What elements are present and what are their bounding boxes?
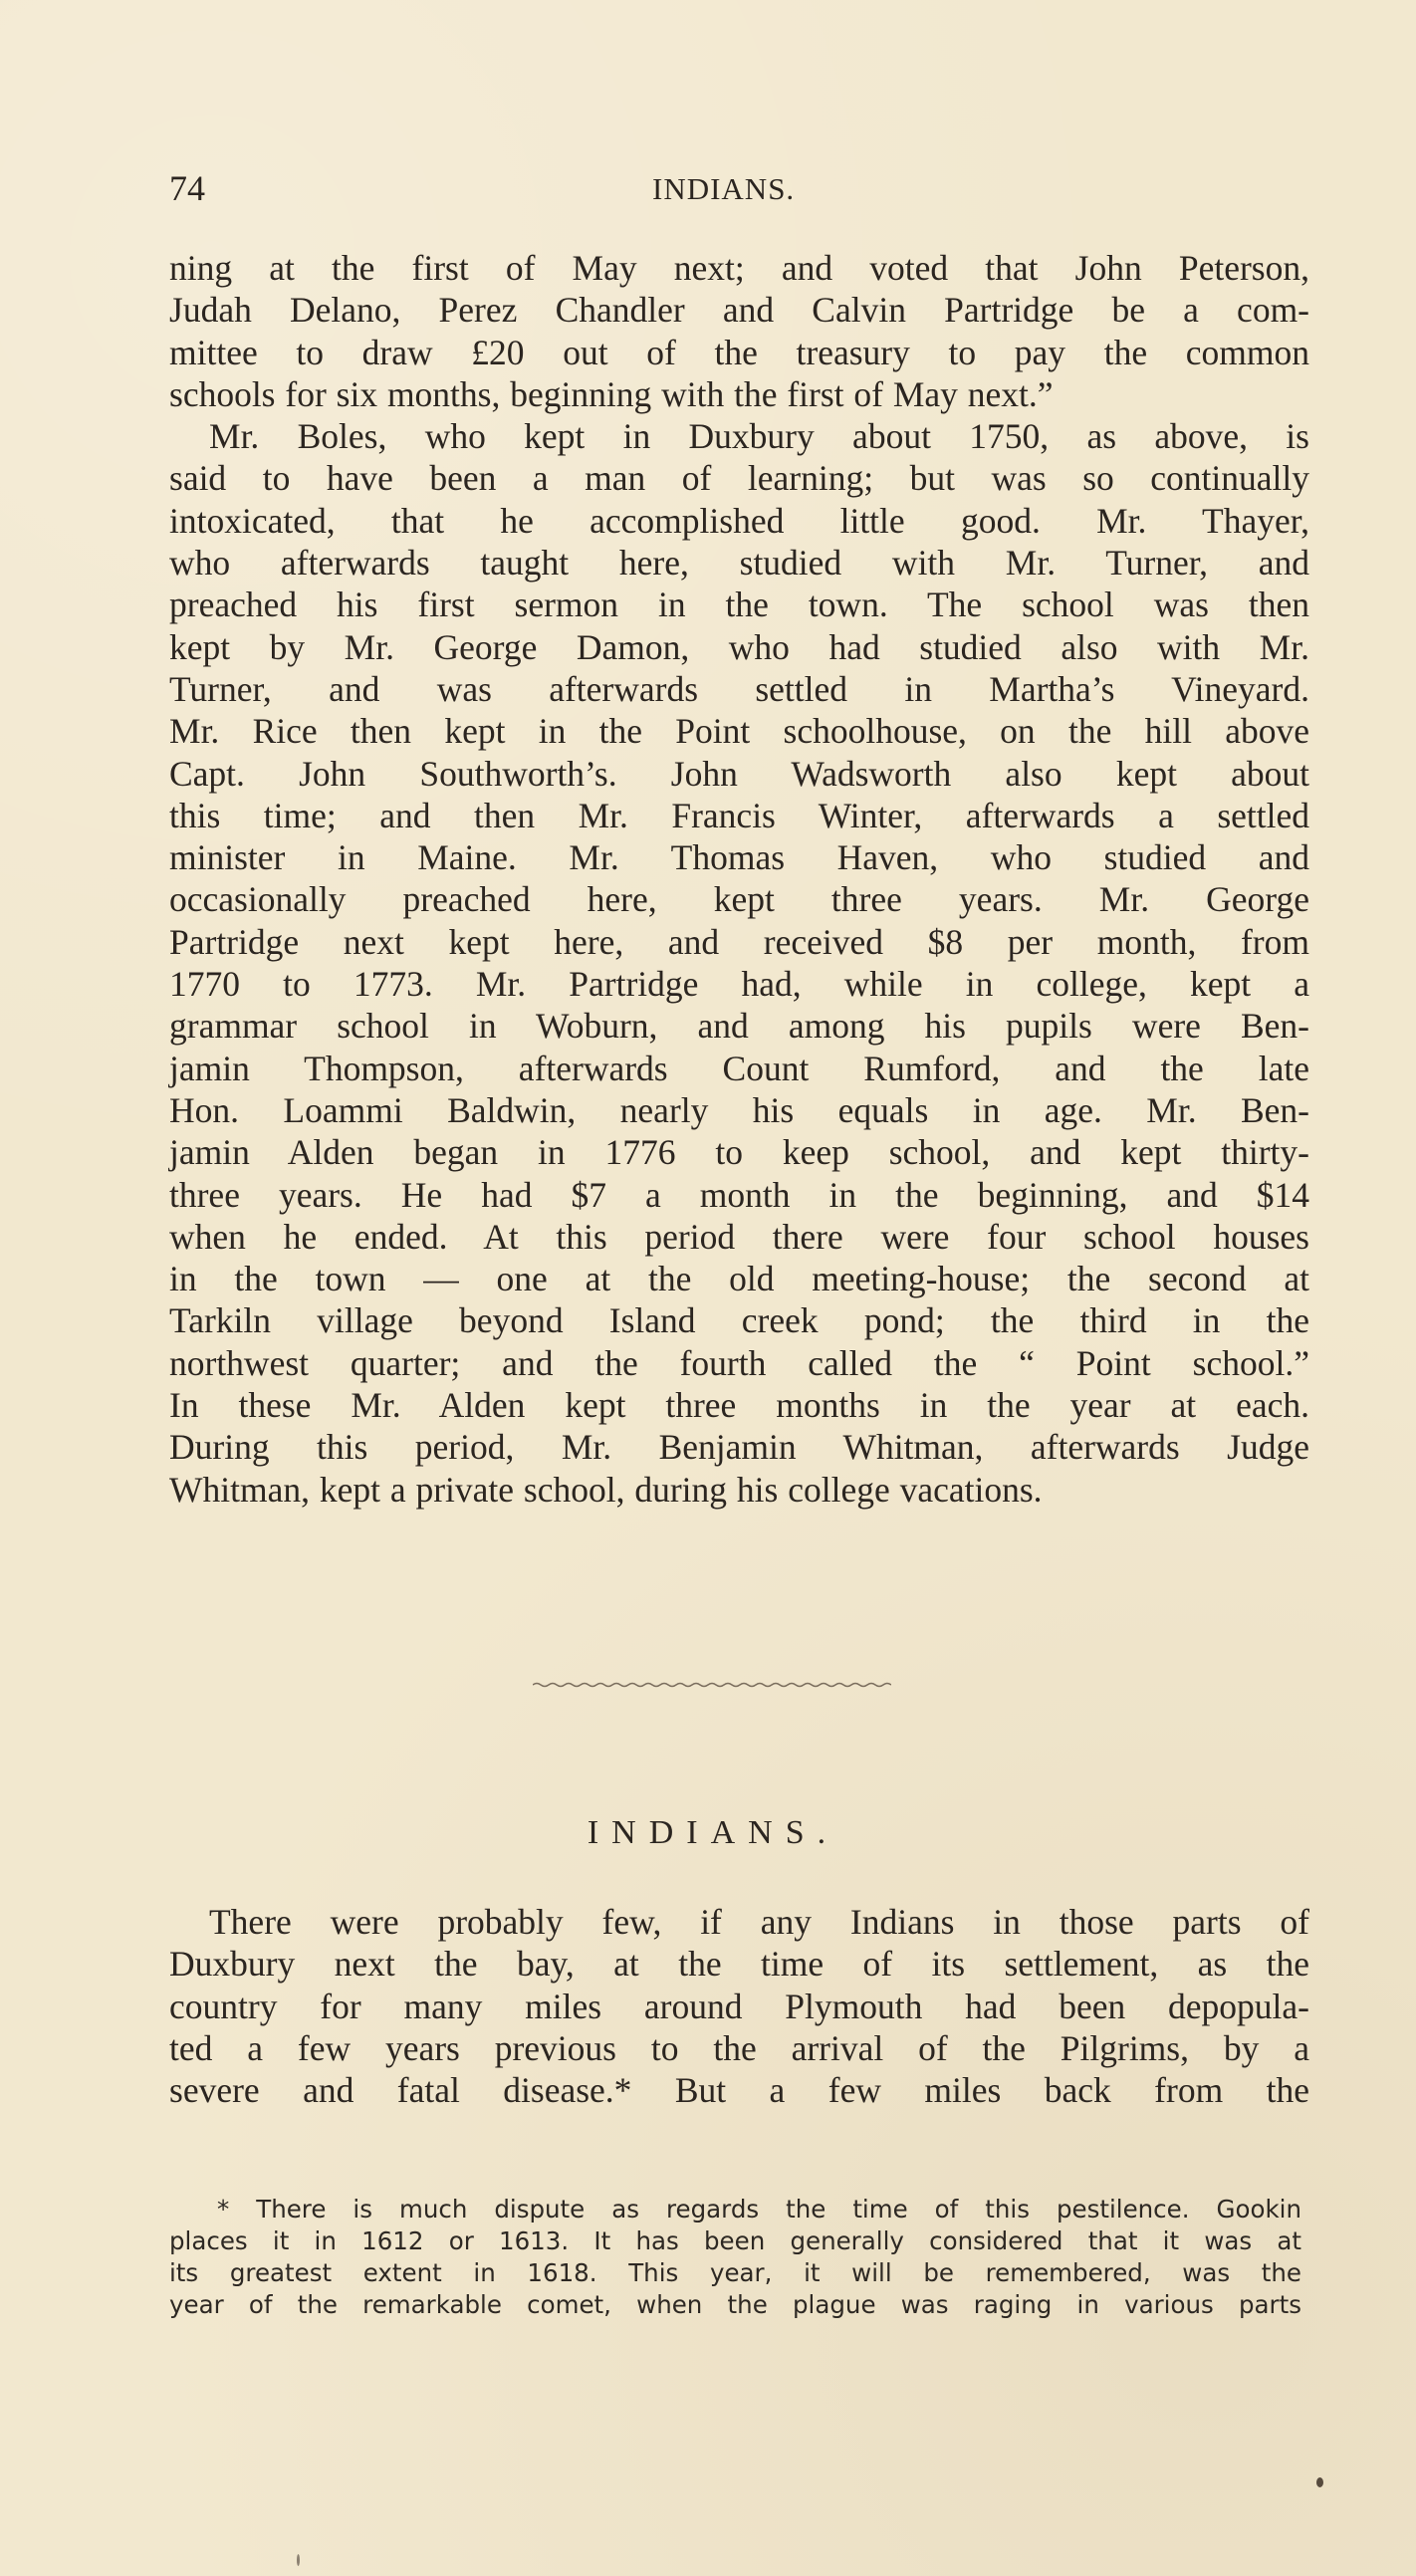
footnote-line: year of the remarkable comet, when the plague was raging in various parts — [169, 2290, 1301, 2319]
ornamental-divider — [533, 1680, 891, 1690]
text-line: jamin Thompson, afterwards Count Rumford, and the late — [169, 1048, 1309, 1088]
text-line: kept by Mr. George Damon, who had studied also with Mr. — [169, 626, 1309, 667]
text-line: intoxicated, that he accomplished little good. Mr. Thayer, — [169, 500, 1309, 541]
text-line: in the town — one at the old meeting-house; the second at — [169, 1259, 1309, 1299]
text-line: who afterwards taught here, studied with Mr. Turner, and — [169, 543, 1309, 584]
text-line: country for many miles around Plymouth had been depopula- — [169, 1986, 1309, 2026]
text-line: Duxbury next the bay, at the time of its settlement, as the — [169, 1944, 1309, 1985]
footnote-line: * There is much dispute as regards the time of this pestilence. Gookin — [217, 2195, 1301, 2224]
text-line: grammar school in Woburn, and among his pupils were Ben- — [169, 1006, 1309, 1047]
text-line: jamin Alden began in 1776 to keep school, and kept thirty- — [169, 1132, 1309, 1173]
footnote-line: places it in 1612 or 1613. It has been generally considered that it was at — [169, 2226, 1301, 2255]
text-line: said to have been a man of learning; but was so continually — [169, 458, 1309, 499]
section-title: INDIANS. — [587, 1814, 839, 1851]
text-line: mittee to draw £20 out of the treasury to pay the common — [169, 332, 1309, 372]
text-line: three years. He had $7 a month in the beginning, and $14 — [169, 1174, 1309, 1215]
text-line: ted a few years previous to the arrival of the Pilgrims, by a — [169, 2027, 1309, 2068]
page-header — [169, 167, 1309, 211]
text-line: There were probably few, if any Indians in those parts of — [209, 1902, 1309, 1942]
text-line: this time; and then Mr. Francis Winter, afterwards a settled — [169, 795, 1309, 835]
schools-text-block — [169, 247, 1309, 1511]
text-line: Hon. Loammi Baldwin, nearly his equals in age. Mr. Ben- — [169, 1089, 1309, 1130]
text-line: Tarkiln village beyond Island creek pond; the third in the — [169, 1300, 1309, 1341]
text-line: 1770 to 1773. Mr. Partridge had, while in college, kept a — [169, 964, 1309, 1005]
text-line: severe and fatal disease.* But a few miles back from the — [169, 2070, 1309, 2111]
ink-speck — [1316, 2477, 1323, 2487]
text-line: Judah Delano, Perez Chandler and Calvin Partridge be a com- — [169, 290, 1309, 331]
text-line: Turner, and was afterwards settled in Martha’s Vineyard. — [169, 668, 1309, 709]
text-line: occasionally preached here, kept three years. Mr. George — [169, 879, 1309, 920]
text-line: Whitman, kept a private school, during his college vacations. — [169, 1469, 1043, 1510]
footnote — [169, 2194, 1301, 2321]
text-line: Mr. Boles, who kept in Duxbury about 1750, as above, is — [209, 416, 1309, 457]
text-line: Mr. Rice then kept in the Point schoolhouse, on the hill above — [169, 711, 1309, 752]
text-line: Capt. John Southworth’s. John Wadsworth also kept about — [169, 753, 1309, 794]
text-line: when he ended. At this period there were four school houses — [169, 1216, 1309, 1257]
text-line: schools for six months, beginning with the first of May next.” — [169, 373, 1054, 414]
running-head: INDIANS. — [652, 171, 796, 206]
text-line: minister in Maine. Mr. Thomas Haven, who studied and — [169, 837, 1309, 878]
indians-text-block — [169, 1901, 1309, 2111]
footnote-line: its greatest extent in 1618. This year, it will be remembered, was the — [169, 2258, 1301, 2287]
ink-speck — [297, 2554, 300, 2566]
text-line: preached his first sermon in the town. The school was then — [169, 585, 1309, 625]
text-line: In these Mr. Alden kept three months in the year at each. — [169, 1385, 1309, 1426]
text-line: During this period, Mr. Benjamin Whitman, afterwards Judge — [169, 1427, 1309, 1468]
text-line: ning at the first of May next; and voted that John Peterson, — [169, 248, 1309, 288]
text-line: northwest quarter; and the fourth called the “ Point school.” — [169, 1342, 1309, 1383]
page-number: 74 — [169, 168, 205, 208]
text-line: Partridge next kept here, and received $8 per month, from — [169, 921, 1309, 962]
